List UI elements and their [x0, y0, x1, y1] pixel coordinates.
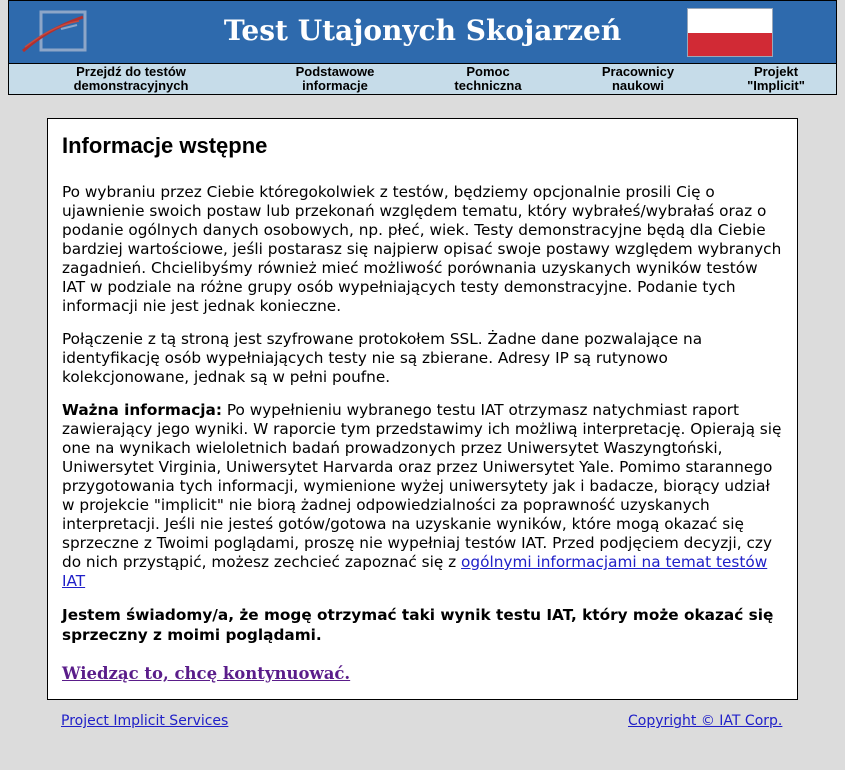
important-info-paragraph: [62, 401, 783, 591]
site-header: [8, 0, 837, 95]
copyright-link[interactable]: Copyright © IAT Corp.: [628, 713, 783, 729]
title-banner: [9, 1, 836, 63]
nav-demo-tests[interactable]: Przejdź do testów demonstracyjnych: [73, 64, 189, 93]
nav-project-implicit[interactable]: Projekt "Implicit": [747, 64, 805, 93]
flag-red-stripe: [688, 33, 772, 57]
privacy-paragraph: Połączenie z tą stroną jest szyfrowane protokołem SSL. Żadne dane pozwalające na identyfikację osób wypełniających testy nie są zbierane. Adresy IP są rutynowo kolekcjonowane, jednak są w pełni poufne.: [62, 330, 703, 386]
important-info-label: Ważna informacja:: [62, 401, 222, 419]
important-info-text: Po wypełnieniu wybranego testu IAT otrzymasz natychmiast raport zawierający jego wyniki. W raporcie tym przedstawimy ich możliwą interpretację. Opierają się one na wynikach wieloletnich badań prowadzonych przez Uniwersytet Waszyngtoński, Uniwersytet Virginia, Uniwersytet Harvarda oraz przez Uniwersytet Yale. Pomimo starannego przygotowania tych informacji, wymienione wyżej uniwersytety jak i badacze, biorący udział w projekcie "implicit" nie biorą żadnej odpowiedzialności za poprawność uzyskanych interpretacji. Jeśli nie jesteś gotów/gotowa na uzyskanie wyników, które mogą okazać się sprzeczne z Twoimi poglądami, proszę nie wypełniaj testów IAT. Przed podjęciem decyzji, czy do nich przystąpić, możesz zechcieć zapoznać się z: [62, 401, 782, 571]
polish-flag-icon[interactable]: [687, 8, 773, 57]
nav-basic-info[interactable]: Podstawowe informacje: [295, 64, 375, 93]
main-content: [47, 118, 798, 700]
continue-link[interactable]: Wiedząc to, chcę kontynuować.: [62, 664, 351, 683]
awareness-statement: Jestem świadomy/a, że mogę otrzymać taki wynik testu IAT, który może okazać się sprzeczny z moimi poglądami.: [62, 606, 774, 644]
site-title: Test Utajonych Skojarzeń: [223, 14, 622, 47]
project-implicit-services-link[interactable]: Project Implicit Services: [61, 713, 229, 729]
iat-general-info-link[interactable]: ogólnymi informacjami na temat testów IAT: [62, 553, 768, 590]
nav-researchers[interactable]: Pracownicy naukowi: [601, 64, 675, 93]
page-heading: Informacje wstępne: [62, 133, 268, 158]
intro-paragraph: Po wybraniu przez Ciebie któregokolwiek z testów, będziemy opcjonalnie prosili Cię o ujawnienie swoich postaw lub przekonań względem tematu, który wybrałeś/wybrałaś oraz o podanie ogólnych danych osobowych, np. płeć, wiek. Testy demonstracyjne będą dla Ciebie bardziej wartościowe, jeśli postarasz się najpierw opisać swoje postawy względem wybranych zagadnień. Chcielibyśmy również mieć możliwość porównania uzyskanych wyników testów IAT w podziale na różne grupy osób wypełniających testy demonstracyjne. Podanie tych informacji nie jest jednak konieczne.: [62, 183, 782, 315]
nav-tech-help[interactable]: Pomoc techniczna: [454, 64, 522, 93]
flag-white-stripe: [688, 9, 772, 33]
top-nav: [9, 63, 836, 94]
